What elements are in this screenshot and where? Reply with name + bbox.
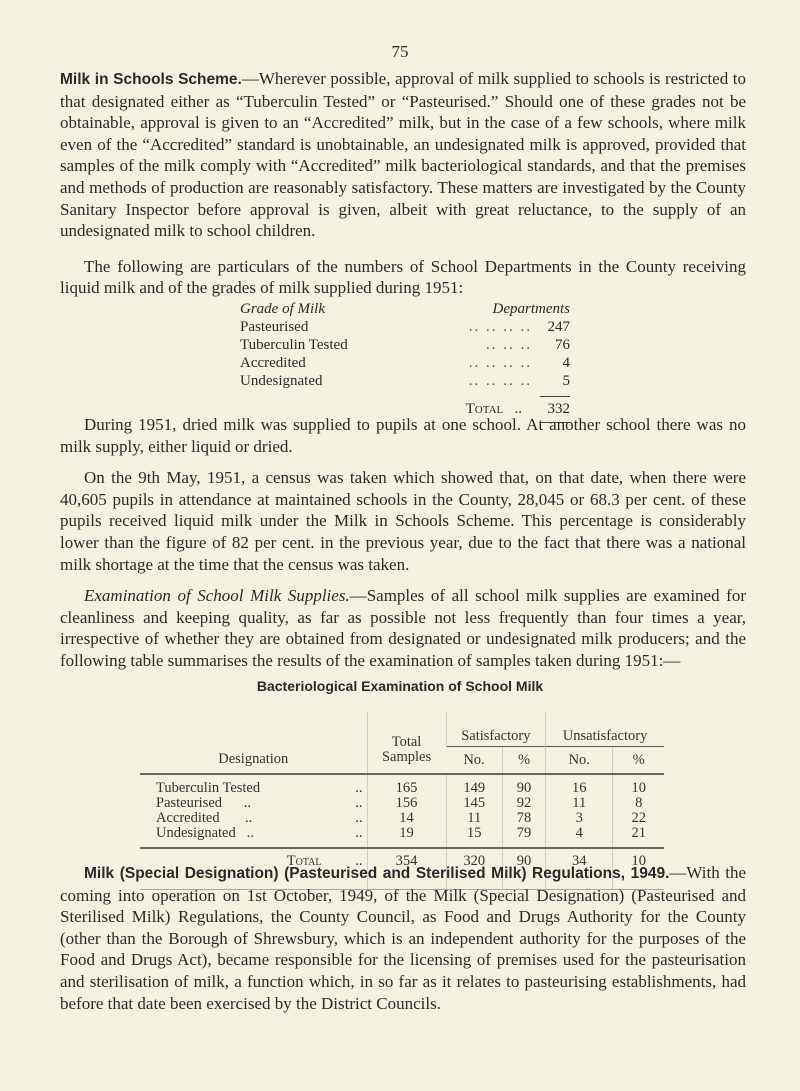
departments-count: 247 [547, 319, 570, 335]
intro-section [60, 68, 746, 309]
unsat-no-cell: 3 [546, 811, 613, 826]
paragraph-dried-milk: During 1951, dried milk was supplied to pupils at one school. At another school there was no milk supply, either liquid or dried. [60, 415, 746, 456]
designation-cell: Undesignated .. [156, 825, 254, 841]
total-samples-header: Total Samples [367, 712, 446, 774]
sat-pct-header: % [502, 747, 545, 775]
unsatisfactory-header: Unsatisfactory [546, 712, 664, 747]
paragraph-census: On the 9th May, 1951, a census was taken which showed that, on that date, when there were 40,605 pupils in attendance at maintained schools in the County, 28,045 or 68.3 per cent. of these pupils received liquid milk under the Milk in Schools Scheme. This percentage is considerably lower than the figure of 82 per cent. in the previous year, due to the fact that there was a national milk shortage at the time that the census was taken. [60, 468, 746, 574]
middle-section [60, 414, 746, 682]
paragraph-lead: Examination of School Milk Supplies. [84, 586, 350, 606]
grade-row [240, 336, 570, 354]
grade-name: Undesignated [240, 373, 323, 389]
unsat-pct-cell: 21 [613, 826, 664, 848]
leader-dots: .. .. .. .. [468, 319, 532, 335]
sat-no-cell: 320 [446, 848, 502, 873]
grades-table [240, 300, 570, 423]
regulations-section [60, 862, 746, 1024]
leader-dots: .. .. .. .. [468, 355, 532, 371]
departments-count: 4 [562, 355, 570, 371]
unsat-no-cell: 4 [546, 826, 613, 848]
leader-dots: .. [355, 810, 363, 826]
sat-pct-cell: 90 [502, 774, 545, 796]
grade-name: Tuberculin Tested [240, 337, 348, 353]
leader-dots: .. [341, 774, 367, 796]
unsat-no-cell: 16 [546, 774, 613, 796]
total-label: Total [140, 848, 341, 873]
paragraph-lead: Milk (Special Designation) (Pasteurised and Sterilised Milk) Regulations, 1949. [84, 865, 670, 882]
sat-no-header: No. [446, 747, 502, 775]
designation-cell: Tuberculin Tested [140, 774, 341, 796]
sat-pct-cell: 90 [502, 848, 545, 873]
total-count: 332 [547, 401, 570, 417]
table-row [140, 811, 664, 826]
unsat-no-cell: 11 [546, 796, 613, 811]
grade-row [240, 372, 570, 390]
table-row [140, 774, 664, 796]
sat-no-cell: 15 [446, 826, 502, 848]
unsat-pct-cell: 10 [613, 848, 664, 873]
sat-pct-cell: 92 [502, 796, 545, 811]
page-number: 75 [391, 42, 409, 61]
sat-pct-cell: 79 [502, 826, 545, 848]
leader-dots: .. .. .. [486, 337, 532, 353]
unsat-pct-cell: 22 [613, 811, 664, 826]
total-cell: 19 [367, 826, 446, 848]
paragraph-particulars: The following are particulars of the numbers of School Departments in the County receiving liquid milk and of the grades of milk supplied during 1951: [60, 256, 746, 298]
grade-name: Accredited [240, 355, 306, 371]
departments-count: 76 [555, 337, 570, 353]
leader-dots: .. [355, 825, 363, 841]
table-row [140, 796, 664, 811]
paragraph-text: —Samples of all school milk supplies are examined for cleanliness and keeping quality, as far as possible not less frequently than four times a year, irrespective of whether they are obtained from designated or undesignated milk producers; and the following table summarises the results of the examination of samples taken during 1951:— [60, 586, 746, 670]
designation-cell: Pasteurised .. [156, 795, 252, 811]
grade-name: Pasteurised [240, 319, 309, 335]
grade-header: Grade of Milk [240, 301, 325, 317]
paragraph-lead: Milk in Schools Scheme. [60, 71, 242, 88]
sat-no-cell: 145 [446, 796, 502, 811]
unsat-no-cell: 34 [546, 848, 613, 873]
total-cell: 354 [367, 848, 446, 873]
divider [540, 396, 570, 397]
table-row [140, 826, 664, 848]
table-caption: Bacteriological Examination of School Milk [256, 678, 544, 694]
grade-row [240, 318, 570, 336]
total-cell: 165 [367, 774, 446, 796]
unsat-pct-cell: 10 [613, 774, 664, 796]
sat-no-cell: 149 [446, 774, 502, 796]
sat-no-cell: 11 [446, 811, 502, 826]
total-label: Total [465, 401, 504, 417]
total-cell: 14 [367, 811, 446, 826]
leader-dots: .. .. .. .. [468, 373, 532, 389]
departments-header: Departments [492, 301, 570, 317]
total-cell: 156 [367, 796, 446, 811]
unsat-pct-cell: 8 [613, 796, 664, 811]
grade-row [240, 354, 570, 372]
paragraph-text: —Wherever possible, approval of milk supplied to schools is restricted to that designated either as “Tuberculin Tested” or “Pasteurised.” Should one of these grades not be obtainable, approval is given to an “Accredited” milk, but in the case of a few schools, where milk even of the “Accredited” standard is unobtainable, an undesignated milk is approved, provided that samples of the milk comply with “Accredited” milk bacteriological standards, and that the premises and methods of production are reasonably satisfactory. These matters are investigated by the County Sanitary Inspector before approval is given, albeit with great reluctance, to the supply of an undesignated milk to school children. [60, 69, 746, 241]
paragraph-regulations [60, 862, 746, 1014]
leader-dots: .. [355, 795, 363, 811]
departments-count: 5 [562, 373, 570, 389]
paragraph-text: —With the coming into operation on 1st October, 1949, of the Milk (Special Designation) (Pasteurised and Sterilised Milk) Regulations, the County Council, as Food and Drugs Authority for the County (other than the Borough of Shrewsbury, which is an independent authority for the purposes of the Food and Drugs Act), became responsible for the licensing of premises used for the pasteurisation and sterilisation of milk, a function which, in so far as it relates to pasteurising establishments, had before that date been exercised by the District Councils. [60, 863, 746, 1013]
unsat-no-header: No. [546, 747, 613, 775]
leader-dots: .. [341, 848, 367, 873]
paragraph-examination [60, 585, 746, 671]
leader-dots: .. [514, 401, 522, 417]
unsat-pct-header: % [613, 747, 664, 775]
designation-cell: Accredited .. [156, 810, 253, 826]
paragraph-milk-in-schools [60, 68, 746, 242]
satisfactory-header: Satisfactory [446, 712, 546, 747]
designation-header: Designation [218, 751, 289, 767]
sat-pct-cell: 78 [502, 811, 545, 826]
